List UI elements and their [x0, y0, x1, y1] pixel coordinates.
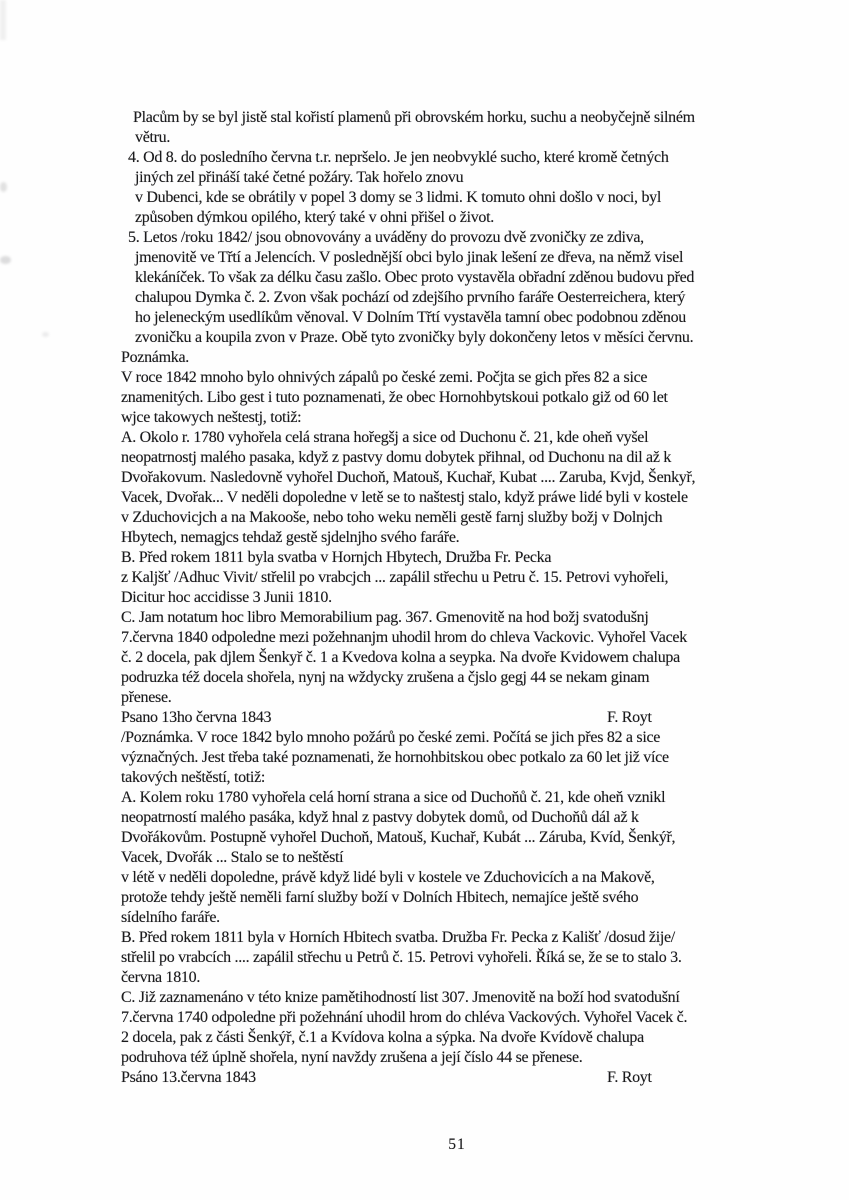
text-line-content: znamenitých. Libo gest i tuto poznamenati, že obec Hornohbytskoui potkalo giž od 60 let	[121, 389, 668, 406]
text-line	[121, 948, 831, 968]
text-line	[121, 548, 831, 568]
text-line	[121, 608, 831, 628]
text-line-content: protože tehdy ještě neměli farní služby boží v Dolních Hbitech, nemajíce ještě svého	[121, 889, 639, 906]
text-line-content: /Poznámka. V roce 1842 bylo mnoho požárů po české zemi. Počítá se jich přes 82 a sice	[121, 729, 661, 746]
text-line	[121, 528, 831, 548]
text-line-content: z Kaljšť /Adhuc Vivit/ střelil po vrabcjch ... zapálil střechu u Petru č. 15. Petrovi vyhořeli,	[121, 569, 669, 586]
scan-artifact	[42, 332, 49, 337]
text-line	[121, 808, 831, 828]
scan-artifact	[0, 256, 11, 264]
text-line-content: Poznámka.	[121, 349, 189, 366]
text-line	[121, 1008, 831, 1028]
text-line	[121, 588, 831, 608]
text-line-content: 4. Od 8. do posledního června t.r. nepršelo. Je jen neobvyklé sucho, které kromě četných	[128, 149, 669, 166]
text-line	[135, 208, 831, 228]
text-line-content: neopatrnostj malého pasaka, když z pastvy domu dobytek přihnal, od Duchonu na dil až k	[121, 449, 672, 466]
text-line-content: C. Již zaznamenáno v této knize pamětihodností list 307. Jmenovitě na boží hod svatodušní	[121, 989, 680, 1006]
text-line-content: v létě v neděli dopoledne, právě když lidé byli v kostele ve Zduchovicích a na Makově,	[121, 869, 655, 886]
text-line	[121, 728, 831, 748]
text-line-content: přenese.	[121, 689, 172, 706]
text-line-content: č. 2 docela, pak djlem Šenkyř č. 1 a Kvedova kolna a seypka. Na dvoře Kvidowem chalupa	[121, 649, 680, 666]
text-line	[135, 288, 831, 308]
text-line-content: B. Před rokem 1811 byla v Horních Hbitech svatba. Družba Fr. Pecka z Kališť /dosud žije/	[121, 929, 675, 946]
text-line-content: C. Jam notatum hoc libro Memorabilium pag. 367. Gmenovitě na hod božj svatodušnj	[121, 609, 649, 626]
text-line-content: června 1810.	[121, 969, 201, 986]
text-line-content: Vacek, Dvořák ... Stalo se to neštěstí	[121, 849, 344, 866]
signature-name: F. Royt	[607, 1069, 652, 1086]
text-line-content: v Dubenci, kde se obrátily v popel 3 domy se 3 lidmi. K tomuto ohni došlo v noci, byl	[135, 189, 662, 206]
text-line-content: Dicitur hoc accidisse 3 Junii 1810.	[121, 589, 332, 606]
text-line	[121, 628, 831, 648]
text-line-content: Hbytech, nemagjcs tehdaž gestě sjdelnjho svého faráře.	[121, 529, 460, 546]
text-line-content: sídelního faráře.	[121, 909, 220, 926]
text-line	[121, 568, 831, 588]
text-line	[121, 668, 831, 688]
text-line-content: způsoben dýmkou opilého, který také v ohni přišel o život.	[135, 209, 494, 226]
text-line	[135, 328, 831, 348]
text-line	[121, 448, 831, 468]
text-line	[121, 508, 831, 528]
text-line-content: střelil po vrabcích .... zapálil střechu u Petrů č. 15. Petrovi vyhořeli. Říká se, že se to stalo 3.	[121, 949, 682, 966]
text-line	[121, 1028, 831, 1048]
text-line	[121, 388, 831, 408]
text-line-content: zvoničku a koupila zvon v Praze. Obě tyto zvoničky byly dokončeny letos v měsíci červnu.	[135, 329, 694, 346]
text-line	[135, 168, 831, 188]
text-line	[121, 828, 831, 848]
text-line-content: 5. Letos /roku 1842/ jsou obnovovány a uváděny do provozu dvě zvoničky ze zdiva,	[128, 229, 644, 246]
text-line	[121, 368, 831, 388]
text-line	[121, 788, 831, 808]
text-line-content: 7.června 1740 odpoledne při požehnání uhodil hrom do chléva Vackových. Vyhořel Vacek č.	[121, 1009, 688, 1026]
text-line-content: podruzka též docela shořela, nynj na wždycky zrušena a čjslo gegj 44 se nekam ginam	[121, 669, 650, 686]
text-line	[121, 348, 831, 368]
text-line	[121, 1048, 831, 1068]
scan-artifact	[0, 182, 7, 192]
text-line-content: takových neštěstí, totiž:	[121, 769, 266, 786]
text-line-content: A. Kolem roku 1780 vyhořela celá horní strana a sice od Duchoňů č. 21, kde oheň vznikl	[121, 789, 666, 806]
text-line	[121, 968, 831, 988]
text-line-content: Dvořákovům. Postupně vyhořel Duchoň, Matouš, Kuchař, Kubát ... Záruba, Kvíd, Šenkýř,	[121, 829, 676, 846]
text-line	[135, 188, 831, 208]
text-line-content: V roce 1842 mnoho bylo ohnivých zápalů po české zemi. Počjta se gich přes 82 a sice	[121, 369, 648, 386]
text-line-content: A. Okolo r. 1780 vyhořela celá strana hořegšj a sice od Duchonu č. 21, kde oheň vyšel	[121, 429, 649, 446]
signature-name: F. Royt	[607, 709, 652, 726]
text-line-content: Placům by se byl jistě stal kořistí plamenů při obrovském horku, suchu a neobyčejně silném	[133, 109, 695, 126]
text-line-content: jmenovitě ve Třtí a Jelencích. V poslednější obci bylo jinak lešení ze dřeva, na němž visel	[135, 249, 684, 266]
text-line	[135, 268, 831, 288]
text-line-content: B. Před rokem 1811 byla svatba v Hornjch Hbytech, Družba Fr. Pecka	[121, 549, 552, 566]
text-line	[121, 708, 831, 728]
text-line-content: chalupou Dymka č. 2. Zvon však pochází od zdejšího prvního faráře Oesterreichera, který	[135, 289, 686, 306]
text-line	[128, 148, 831, 168]
scan-artifact	[0, 0, 6, 40]
text-line	[135, 128, 831, 148]
text-line	[121, 988, 831, 1008]
text-line-content: Psáno 13.června 1843	[121, 1069, 256, 1086]
text-line	[121, 408, 831, 428]
text-line	[121, 468, 831, 488]
text-line-content: význačných. Jest třeba také poznamenati, že hornohbitskou obec potkalo za 60 let již více	[121, 749, 669, 766]
text-line	[135, 248, 831, 268]
text-line-content: jiných zel přináší také četné požáry. Tak hořelo znovu	[135, 169, 464, 186]
text-line	[121, 868, 831, 888]
text-line-content: wjce takowych neštestj, totiž:	[121, 409, 302, 426]
text-line	[133, 108, 831, 128]
text-line-content: 7.června 1840 odpoledne mezi požehnanjm uhodil hrom do chleva Vackovic. Vyhořel Vacek	[121, 629, 687, 646]
text-line-content: ho jeleneckým usedlíkům věnoval. V Dolním Třtí vystavěla tamní obec podobnou zděnou	[135, 309, 686, 326]
text-line-content: větru.	[135, 129, 171, 146]
text-line-content: v Zduchovicjch a na Makooše, nebo toho weku neměli gestě farnj služby božj v Dolnjch	[121, 509, 663, 526]
text-line	[121, 1068, 831, 1088]
text-line-content: Psano 13ho června 1843	[121, 709, 272, 726]
text-line	[128, 228, 831, 248]
text-line-content: 2 docela, pak z části Šenkýř, č.1 a Kvídova kolna a sýpka. Na dvoře Kvídově chalupa	[121, 1029, 644, 1046]
text-line-content: neopatrností malého pasáka, když hnal z pastvy dobytek domů, od Duchoňů dál až k	[121, 809, 639, 826]
text-line-content: Dvořakovum. Nasledovně vyhořel Duchoň, Matouš, Kuchař, Kubat .... Zaruba, Kvjd, Šenkyř,	[121, 469, 696, 486]
text-line	[121, 748, 831, 768]
text-line	[121, 428, 831, 448]
text-block	[121, 108, 831, 1088]
text-line	[121, 848, 831, 868]
text-line	[121, 768, 831, 788]
text-line	[121, 488, 831, 508]
text-line	[121, 928, 831, 948]
text-line	[135, 308, 831, 328]
text-line-content: podruhova též úplně shořela, nyní navždy zrušena a její číslo 44 se přenese.	[121, 1049, 583, 1066]
text-line	[121, 908, 831, 928]
text-line	[121, 648, 831, 668]
text-line-content: klekáníček. To však za délku času zašlo. Obec proto vystavěla obřadní zděnou budovu před	[135, 269, 695, 286]
text-line	[121, 688, 831, 708]
text-line	[121, 888, 831, 908]
text-line-content: Vacek, Dvořak... V neděli dopoledne v letě se to naštestj stalo, když práwe lidé byli v kostele	[121, 489, 688, 506]
page-number: 51	[448, 1136, 466, 1153]
